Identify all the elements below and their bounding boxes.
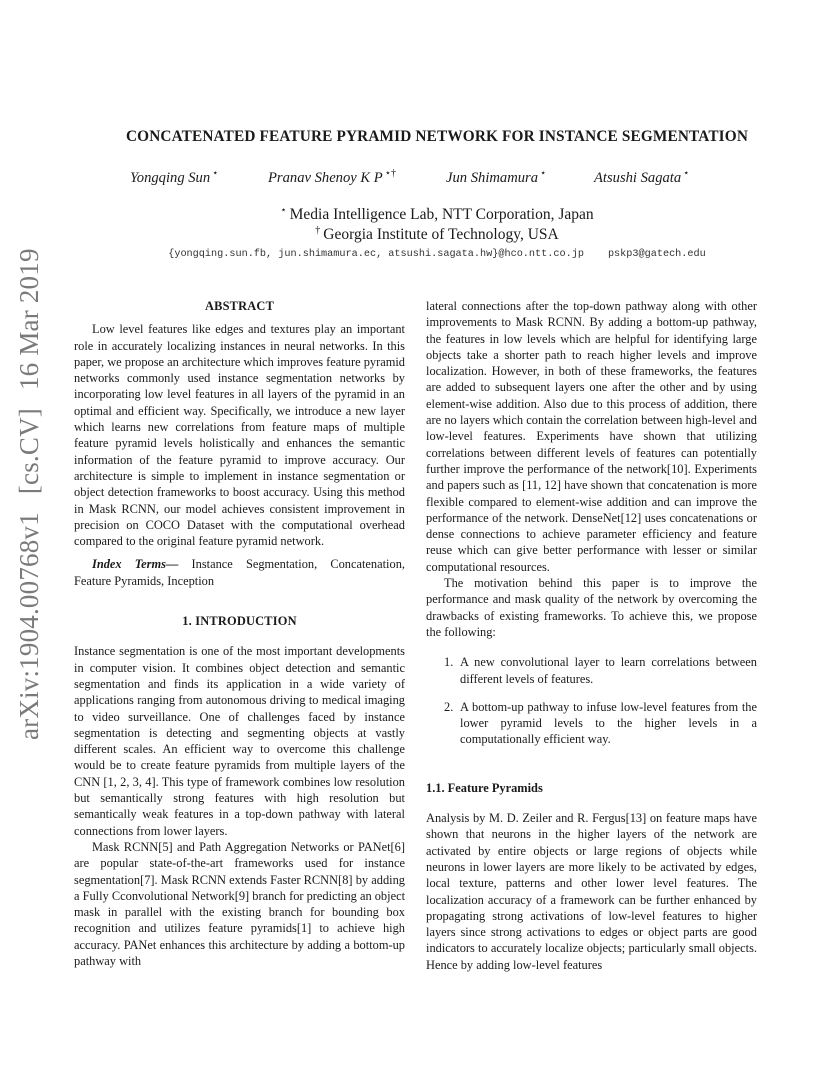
author [130,168,218,187]
abstract-heading: ABSTRACT [204,299,275,313]
arxiv-date: 16 Mar 2019 [14,248,44,391]
author-name: Pranav Shenoy K P [268,169,383,186]
list-item [426,699,757,748]
affiliation-text: Georgia Institute of Technology, USA [323,226,559,244]
author-mark: ⋆† [384,168,396,179]
affiliation [70,225,804,244]
arxiv-stamp [14,230,45,740]
abstract-text: Low level features like edges and textures play an important role in accurately localizing instances in neural networks. In this paper, we propose an architecture which improves feature pyramid networks commonly used instance segmentation networks by incorporating low level features in all layers of the pyramid in an optimal and efficient way. Specifically, we introduce a new layer which learns new correlations from feature maps of multiple feature pyramid levels holistically and enhances the semantic information of the feature pyramid to improve accuracy. Our architecture is simple to implement in instance segmentation or object detection frameworks to boost accuracy. Using this method in Mask RCNN, our model achieves consistent improvement in precision on COCO Dataset with the computational overhead compared to the original feature pyramid network. [74,322,405,549]
intro-paragraph-2: Mask RCNN[5] and Path Aggregation Networks or PANet[6] are popular state-of-the-art frameworks used for instance segmentation[7]. Mask RCNN extends Faster RCNN[8] by adding a Fully Cconvolutional Network[9] branch for predicting an object mask in parallel with the existing branch for bounding box recognition and utilizes feature pyramids[1] to achieve high accuracy. PANet enhances this architecture by adding a bottom-up pathway with [74,839,406,968]
list-item-text: A new convolutional layer to learn correlations between different levels of features. [460,655,757,686]
affiliation-text: Media Intelligence Lab, NTT Corporation, Japan [289,206,594,224]
right-column [426,298,757,973]
author-mark: ⋆ [212,168,219,179]
feature-pyramids-heading: 1.1. Feature Pyramids [426,780,543,795]
author-mark: ⋆ [683,168,690,179]
arxiv-category: [cs.CV] [14,408,44,495]
index-terms-label: Index Terms— [92,557,179,572]
author-name: Atsushi Sagata [594,169,682,186]
email-ntt: {yongqing.sun.fb, jun.shimamura.ec, atsushi.sagata.hw}@hco.ntt.co.jp [168,249,584,260]
index-terms-text: Instance Segmentation, Concatenation, Feature Pyramids, Inception [74,557,405,588]
left-column [74,298,405,969]
list-item-number: 1. [444,655,454,670]
author [268,168,396,187]
arxiv-id: arXiv:1904.00768v1 [14,512,44,740]
list-item-text: A bottom-up pathway to infuse low-level features from the lower pyramid levels to the higher levels in a computationally efficient way. [460,699,757,747]
introduction-heading: 1. INTRODUCTION [182,614,297,629]
intro-paragraph-3: lateral connections after the top-down pathway along with other improvements to Mask RCNN. By adding a bottom-up pathway, the features in low levels which are helpful for identifying large objects take a shorter path to reach higher levels and improve localization. However, in both of these frameworks, the features are added to subsequent layers one after the other and by using element-wise addition. Also due to this process of addition, there are no layers which contain the correlation between high-level and low-level features. Experiments have shown that utilizing correlations between different levels of features can potentially further improve the performance of the network[10]. Experiments and papers such as [11, 12] have shown that concatenation is more flexible compared to element-wise addition and can improve the performance of the network. DenseNet[12] uses concatenations or dense connections to achieve parameter efficiency and feature reuse which can give better performance with lesser or similar computational resources. [426,299,757,574]
author [594,168,689,187]
paper-title: CONCATENATED FEATURE PYRAMID NETWORK FOR INSTANCE SEGMENTATION [125,128,749,145]
intro-paragraph-1: Instance segmentation is one of the most important developments in computer vision. It combines object detection and semantic segmentation and finds its application in a wide variety of applications ranging from autonomous driving to medical imaging to video surveillance. One of challenges faced by instance segmentation is detecting and segmenting objects at vastly different scales. An efficient way to overcome this challenge would be to create feature pyramids from multiple layers of the CNN [1, 2, 3, 4]. This type of framework combines low resolution but semantically strong features with high resolution but semantically weak features in a top-down pathway with lateral connections from lower layers. [74,644,405,838]
index-terms [74,556,405,589]
email-gatech: pskp3@gatech.edu [607,249,706,260]
author-name: Yongqing Sun [130,169,211,186]
affiliation-mark: ⋆ [280,205,287,216]
feature-pyramids-paragraph: Analysis by M. D. Zeiler and R. Fergus[13] on feature maps have shown that neurons in the higher layers of the network are activated by entire objects or large regions of objects while neurons in lower layers are more likely to be activated by edges, local texture, patterns and other lower level features. The localization accuracy of a framework can be further enhanced by propagating strong activations of low-level features to higher layers since strong activations to edges or object parts are good indicators to accurately localize objects; particularly small objects. Hence by adding low-level features [426,811,757,972]
email-line [70,249,804,260]
list-item [426,654,757,687]
affiliation [70,205,804,224]
author-name: Jun Shimamura [446,169,539,186]
intro-paragraph-4: The motivation behind this paper is to improve the performance and mask quality of the network by overcoming the drawbacks of existing frameworks. To achieve this, we propose the following: [426,576,757,639]
list-item-number: 2. [444,699,454,714]
author [446,168,546,187]
affiliation-mark: † [315,225,321,236]
author-mark: ⋆ [540,168,547,179]
contribution-list [426,654,757,747]
